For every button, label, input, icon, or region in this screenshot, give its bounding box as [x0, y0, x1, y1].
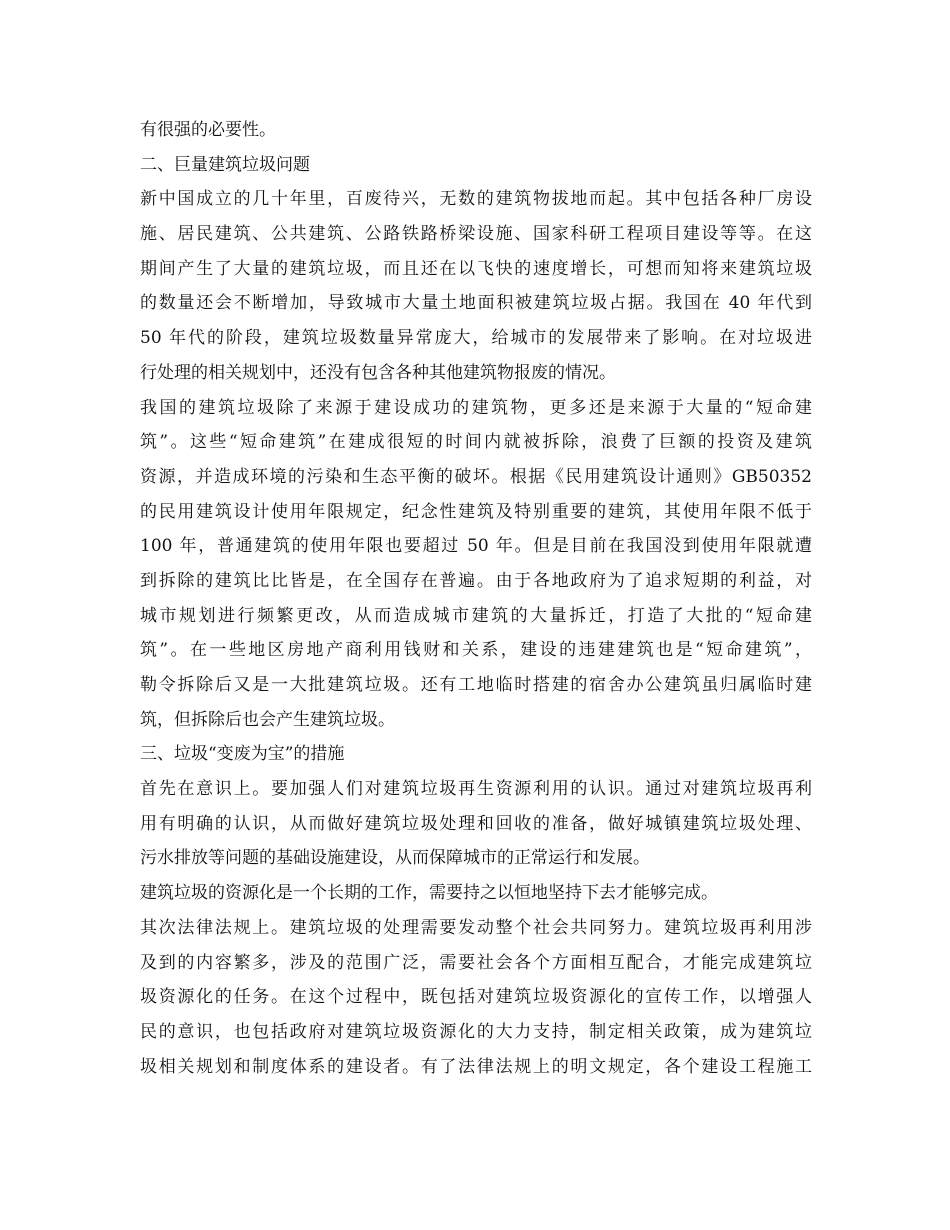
text-line: 新中国成立的几十年里，百废待兴，无数的建筑物拔地而起。其中包括各种厂房设 — [140, 189, 812, 210]
text-line: 民的意识，也包括政府对建筑垃圾资源化的大力支持，制定相关政策，成为建筑垃 — [140, 1021, 812, 1042]
text-line: 施、居民建筑、公共建筑、公路铁路桥梁设施、国家科研工程项目建设等等。在这 — [140, 224, 812, 245]
text-line: 圾资源化的任务。在这个过程中，既包括对建筑垃圾资源化的宣传工作，以增强人 — [140, 987, 812, 1008]
text-line: 期间产生了大量的建筑垃圾，而且还在以飞快的速度增长，可想而知将来建筑垃圾 — [140, 258, 812, 279]
text-line: 污水排放等问题的基础设施建设，从而保障城市的正常运行和发展。 — [140, 848, 650, 869]
section-heading: 二、巨量建筑垃圾问题 — [140, 154, 310, 175]
text-line: 筑”。这些“短命建筑”在建成很短的时间内就被拆除，浪费了巨额的投资及建筑 — [140, 432, 812, 453]
text-line: 100 年，普通建筑的使用年限也要超过 50 年。但是目前在我国没到使用年限就遭 — [140, 536, 812, 557]
text-line: 其次法律法规上。建筑垃圾的处理需要发动整个社会共同努力。建筑垃圾再利用涉 — [140, 917, 812, 938]
text-line: 建筑垃圾的资源化是一个长期的工作，需要持之以恒地坚持下去才能够完成。 — [140, 883, 718, 904]
text-line: 勒令拆除后又是一大批建筑垃圾。还有工地临时搭建的宿舍办公建筑虽归属临时建 — [140, 675, 812, 695]
text-line: 圾相关规划和制度体系的建设者。有了法律法规上的明文规定，各个建设工程施工 — [140, 1056, 812, 1077]
text-line: 的数量还会不断增加，导致城市大量土地面积被建筑垃圾占据。我国在 40 年代到 — [140, 293, 812, 314]
text-line: 及到的内容繁多，涉及的范围广泛，需要社会各个方面相互配合，才能完成建筑垃 — [140, 952, 812, 973]
text-line: 用有明确的认识，从而做好建筑垃圾处理和回收的准备，做好城镇建筑垃圾处理、 — [140, 813, 812, 834]
text-line: 城市规划进行频繁更改，从而造成城市建筑的大量拆迁，打造了大批的“短命建 — [140, 605, 812, 626]
text-line: 有很强的必要性。 — [140, 120, 276, 140]
text-line: 首先在意识上。要加强人们对建筑垃圾再生资源利用的认识。通过对建筑垃圾再利 — [140, 779, 812, 800]
text-line: 筑，但拆除后也会产生建筑垃圾。 — [140, 709, 395, 730]
text-line: 到拆除的建筑比比皆是，在全国存在普遍。由于各地政府为了追求短期的利益，对 — [140, 570, 812, 591]
text-line: 我国的建筑垃圾除了来源于建设成功的建筑物，更多还是来源于大量的“短命建 — [140, 397, 812, 418]
section-heading: 三、垃圾“变废为宝”的措施 — [140, 744, 345, 765]
text-line: 资源，并造成环境的污染和生态平衡的破坏。根据《民用建筑设计通则》GB50352 — [140, 466, 812, 487]
document-body — [140, 113, 812, 1084]
text-line: 50 年代的阶段，建筑垃圾数量异常庞大，给城市的发展带来了影响。在对垃圾进 — [140, 328, 812, 349]
text-line: 筑”。在一些地区房地产商利用钱财和关系，建设的违建建筑也是“短命建筑”， — [140, 640, 812, 661]
text-line: 的民用建筑设计使用年限规定，纪念性建筑及特别重要的建筑，其使用年限不低于 — [140, 501, 812, 522]
text-line: 行处理的相关规划中，还没有包含各种其他建筑物报废的情况。 — [140, 362, 616, 383]
